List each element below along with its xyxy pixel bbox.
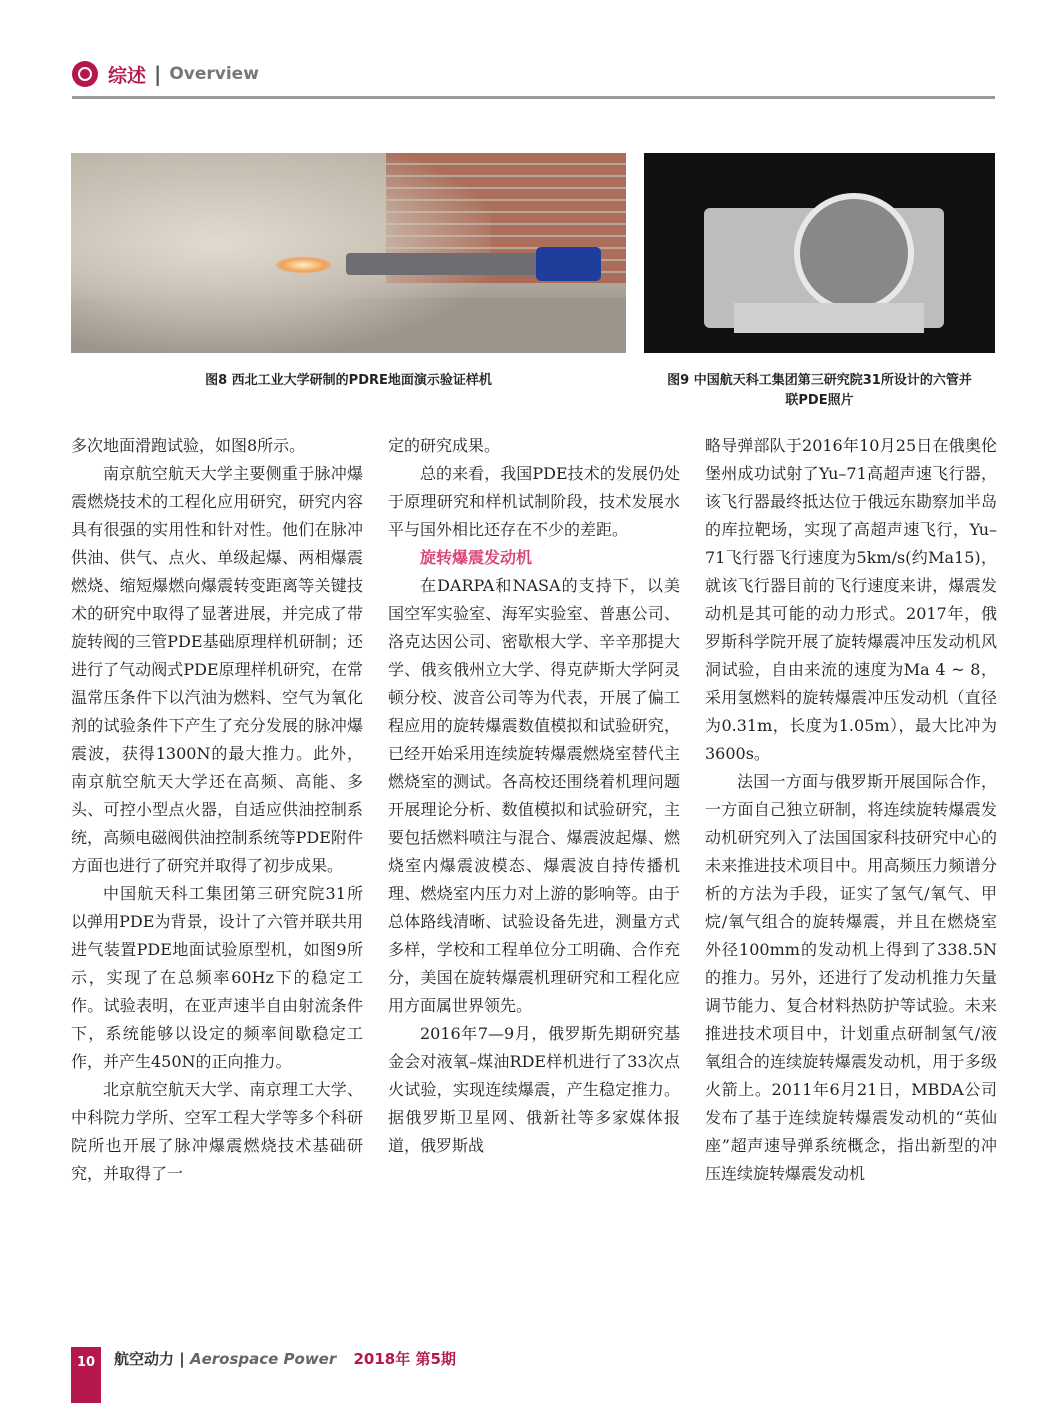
figure-9-caption-line1: 图9 中国航天科工集团第三研究院31所设计的六管并	[667, 373, 972, 388]
journal-separator: |	[179, 1350, 185, 1368]
page-number: 10	[71, 1347, 101, 1403]
figure-9-photo	[644, 153, 995, 353]
journal-name-cn: 航空动力	[114, 1350, 175, 1368]
figure-8-photo	[71, 153, 626, 353]
journal-name-en: Aerospace Power	[189, 1350, 337, 1368]
section-title-en: Overview	[169, 64, 259, 84]
paragraph: 在DARPA和NASA的支持下，以美国空军实验室、海军实验室、普惠公司、洛克达因公司、密歇根大学、辛辛那提大学、俄亥俄州立大学、得克萨斯大学阿灵顿分校、波音公司等为代表，开展了偏工程应用的旋转爆震数值模拟和试验研究，已经开始采用连续旋转爆震燃烧室替代主燃烧室的测试。各高校还围绕着机理问题开展理论分析、数值模拟和试验研究，主要包括燃料喷注与混合、爆震波起爆、燃烧室内爆震波模态、爆震波自持传播机理、燃烧室内压力对上游的影响等。由于总体路线清晰、试验设备先进，测量方式多样，学校和工程单位分工明确、合作充分，美国在旋转爆震机理研究和工程化应用方面属世界领先。	[388, 576, 680, 1015]
header-divider	[72, 96, 995, 99]
figure-9-caption-line2: 联PDE照片	[785, 393, 854, 408]
paragraph: 北京航空航天大学、南京理工大学、中科院力学所、空军工程大学等多个科研院所也开展了脉冲爆震燃烧技术基础研究，并取得了一	[71, 1080, 363, 1183]
section-separator: |	[154, 62, 162, 86]
issue-label: 2018年 第5期	[353, 1350, 456, 1368]
figure-9-caption	[644, 371, 995, 411]
text-column-2	[388, 432, 680, 1160]
text-column-3	[705, 432, 997, 1188]
figure-8-caption: 图8 西北工业大学研制的PDRE地面演示验证样机	[205, 373, 492, 388]
footer-journal	[114, 1348, 456, 1369]
text-column-1	[71, 432, 363, 1188]
section-header	[72, 58, 259, 90]
section-subheading: 旋转爆震发动机	[420, 548, 533, 567]
paragraph: 南京航空航天大学主要侧重于脉冲爆震燃烧技术的工程化应用研究，研究内容具有很强的实用性和针对性。他们在脉冲供油、供气、点火、单级起爆、两相爆震燃烧、缩短爆燃向爆震转变距离等关键技术的研究中取得了显著进展，并完成了带旋转阀的三管PDE基础原理样机研制；还进行了气动阀式PDE原理样机研究，在常温常压条件下以汽油为燃料、空气为氧化剂的试验条件下产生了充分发展的脉冲爆震波，获得1300N的最大推力。此外，南京航空航天大学还在高频、高能、多头、可控小型点火器，自适应供油控制系统，高频电磁阀供油控制系统等PDE附件方面也进行了研究并取得了初步成果。	[71, 464, 363, 875]
paragraph: 2016年7—9月，俄罗斯先期研究基金会对液氧–煤油RDE样机进行了33次点火试验，实现连续爆震，产生稳定推力。据俄罗斯卫星网、俄新社等多家媒体报道，俄罗斯战	[388, 1024, 680, 1155]
journal-logo-icon	[72, 61, 98, 87]
section-title-cn: 综述	[108, 64, 147, 87]
paragraph: 定的研究成果。	[388, 436, 501, 455]
paragraph: 略导弹部队于2016年10月25日在俄奥伦堡州成功试射了Yu–71高超声速飞行器，该飞行器最终抵达位于俄远东勘察加半岛的库拉靶场，实现了高超声速飞行，Yu–71飞行器飞行速度为5km/s(约Ma15)，就该飞行器目前的飞行速度来讲，爆震发动机是其可能的动力形式。2017年，俄罗斯科学院开展了旋转爆震冲压发动机风洞试验，自由来流的速度为Ma 4 ~ 8，采用氢燃料的旋转爆震冲压发动机（直径为0.31m，长度为1.05m），最大比冲为3600s。	[705, 436, 997, 763]
paragraph: 总的来看，我国PDE技术的发展仍处于原理研究和样机试制阶段，技术发展水平与国外相比还存在不少的差距。	[388, 464, 680, 539]
paragraph: 中国航天科工集团第三研究院31所以弹用PDE为背景，设计了六管并联共用进气装置PDE地面试验原型机，如图9所示，实现了在总频率60Hz下的稳定工作。试验表明，在亚声速半自由射流条件下，系统能够以设定的频率间歇稳定工作，并产生450N的正向推力。	[71, 884, 363, 1071]
paragraph: 法国一方面与俄罗斯开展国际合作，一方面自己独立研制，将连续旋转爆震发动机研究列入了法国国家科技研究中心的未来推进技术项目中。用高频压力频谱分析的方法为手段，证实了氢气/氧气、甲烷/氧气组合的旋转爆震，并且在燃烧室外径100mm的发动机上得到了338.5N的推力。另外，还进行了发动机推力矢量调节能力、复合材料热防护等试验。未来推进技术项目中，计划重点研制氢气/液氧组合的连续旋转爆震发动机，用于多级火箭上。2011年6月21日，MBDA公司发布了基于连续旋转爆震发动机的“英仙座”超声速导弹系统概念，指出新型的冲压连续旋转爆震发动机	[705, 772, 997, 1183]
paragraph: 多次地面滑跑试验，如图8所示。	[71, 436, 306, 455]
